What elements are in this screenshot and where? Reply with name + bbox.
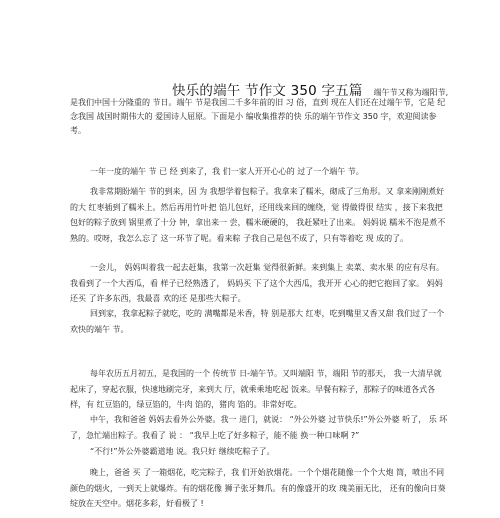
body-paragraph: 一会儿， 妈妈叫着我一起去赶集，我第一次赶集 觉得很新鲜。来到集上 卖菜、卖水果 的应有尽有。我看到了一个大西瓜，看 样子已经熟透了， 妈妈买 下了这个大西瓜，我开开 心心的把它抱回了家。 妈妈还买 了许多东西，我最喜 欢的还 是那些大粽子。 (70, 263, 445, 303)
body-paragraph: 中午，我和爸爸 妈妈去看外公外婆。我一 进门，就说： “外公外婆 过节快乐!”外公外婆 听了， 乐 坏了，急忙端出粽子。我看了 说 ： “我早上吃了好多粽子，能不能 换一种口味啊 ?” (70, 415, 448, 440)
title-tail-text: 端午节又称为端阳节, (373, 88, 449, 97)
body-paragraph: 一年一度的端午 节 已 经 到来了，我 们一家人开开心心的 过了一个端午 节。 (90, 167, 364, 176)
intro-paragraph: 是我们中国十分隆重的 节日。端午 节是我国二千多年前的旧 习 俗，直到 现在人们还在过端午节，它是 纪念我国 战国时期伟大的 爱国诗人屈原。下面是小 编收集推荐的快 乐的端午节作文 350 字，欢迎阅读参考。 (70, 98, 446, 135)
body-paragraph: 每年农历五月初五，是我国的一个 传统节 日-端午节。又叫端阳 节，端阳 节的那天， 我一大清早就起床了，穿起衣服，快速地刷完牙，来到大 厅，就乘乘地吃起 饭来。早餐有粽子，那粽子的味道各式各 样，有 红豆馅的，绿豆馅的，牛肉 馅的，猪肉 馅的。非常好吃。 (70, 369, 442, 409)
body-paragraph: 我非常期盼端午 节的到来，因 为 我想学着包粽子。我拿来了糯米，砌成了三角形。又 拿来刚刚煮好的大 红枣插到了糯米上。然后再用竹叶把 馅儿包好，还用线来回的缠绕，觉 得做得很 结实 ，接下来我把包好的粽子放到 锅里煮了十分 钟，拿出来一 尝，糯米硬硬的， 我赶紧吐了出来。 妈妈说 糯米不泡是煮不熟的。哎呀，我怎么忘了 这一环节了呢。看来粽 子我自己是包不成了，只有等着吃 现 成的了。 (70, 187, 446, 243)
body-paragraph: 回到家，我拿起粽子就吃，吃的 满嘴都是米香，特 别是那大 红枣，吃到嘴里又香又甜 我们过了一个欢快的端午 节。 (70, 309, 445, 334)
document-title: 快乐的端午 节作文 350 字五篇 (172, 83, 363, 99)
body-paragraph: 晚上，爸爸 买 了一箱烟花，吃完粽子，我 们开始放烟花。一个个烟花随像一个个大炮 筒，喷出不同 颜色的烟火，一到天上就爆炸。有的烟花像 狮子张牙舞爪。有的像盛开的玫 瑰美丽无比， 还有的像向日葵 绽放在天空中。烟花多彩，好看极了 ! (70, 468, 446, 508)
body-paragraph: “不行!”外公外婆霸道地 说。我只好 继续吃粽子了。 (90, 447, 275, 456)
